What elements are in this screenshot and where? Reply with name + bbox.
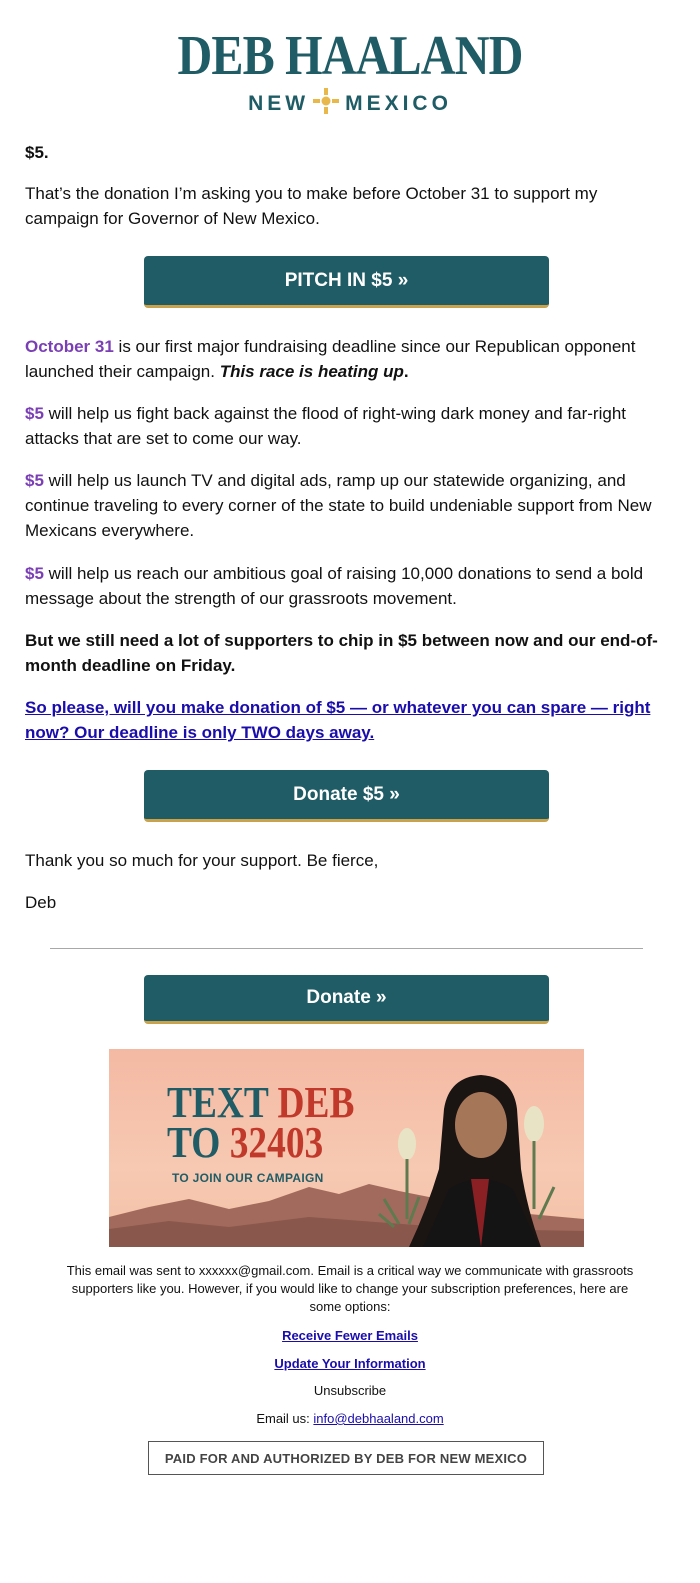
banner-text-word: TEXT xyxy=(167,1078,269,1127)
need-supporters-text: But we still need a lot of supporters to chip in $5 between now and our end-of-month deadline on Friday. xyxy=(25,631,658,675)
signoff-thanks xyxy=(25,848,665,873)
amount-highlight: $5 xyxy=(25,404,44,423)
amount-highlight: $5 xyxy=(25,471,44,490)
deadline-end: . xyxy=(403,362,409,381)
ads-text: will help us launch TV and digital ads, ramp up our statewide organizing, and continue traveling to every corner of the state to build undeniable support from New Mexicans everywhere. xyxy=(25,471,652,540)
banner-headline xyxy=(167,1078,355,1167)
logo-state-left: NEW xyxy=(248,92,310,115)
email-address-link[interactable]: info@debhaaland.com xyxy=(313,1411,444,1426)
intro-amount xyxy=(25,140,665,165)
thanks-text: Thank you so much for your support. Be fierce, xyxy=(25,851,379,870)
footer-email xyxy=(60,1410,640,1428)
zia-sun-icon xyxy=(313,88,339,120)
intro-text: That’s the donation I’m asking you to make before October 31 to support my campaign for Governor of New Mexico. xyxy=(25,184,598,228)
intro-paragraph xyxy=(25,181,665,231)
goal-text: will help us reach our ambitious goal of raising 10,000 donations to send a bold message about the strength of our grassroots movement. xyxy=(25,564,644,608)
deadline-highlight: October 31 xyxy=(25,337,114,356)
paragraph-ads xyxy=(25,468,665,543)
deadline-emphasis: This race is heating up xyxy=(219,362,404,381)
deadline-text: is our first major fundraising deadline since our Republican opponent launched their campaign. xyxy=(25,337,636,381)
paid-for-disclaimer: PAID FOR AND AUTHORIZED BY DEB FOR NEW MEXICO xyxy=(148,1441,544,1475)
receive-fewer-emails-link[interactable]: Receive Fewer Emails xyxy=(282,1328,418,1343)
text-deb-banner[interactable] xyxy=(109,1049,584,1247)
paragraph-fight-back xyxy=(25,401,665,451)
banner-subline: TO JOIN OUR CAMPAIGN xyxy=(172,1171,324,1185)
divider xyxy=(50,948,643,949)
footer-notice-text: This email was sent to xxxxxx@gmail.com. Email is a critical way we communicate with grassroots supporters like you. However, if you would like to change your subscription preferences, here are some options: xyxy=(66,1263,634,1314)
banner-to-word: TO xyxy=(167,1118,221,1167)
donate-text-link[interactable]: So please, will you make donation of $5 — or whatever you can spare — right now? Our deadline is only TWO days away. xyxy=(25,698,651,742)
banner-deb-word: DEB xyxy=(277,1078,355,1127)
pitch-in-button[interactable]: PITCH IN $5 » xyxy=(144,256,549,308)
signature-name: Deb xyxy=(25,893,57,912)
paragraph-donate-link xyxy=(25,695,665,745)
amount-highlight: $5 xyxy=(25,564,44,583)
campaign-logo xyxy=(0,25,700,120)
logo-state xyxy=(0,88,700,120)
logo-name: DEB HAALAND xyxy=(177,25,523,87)
donate-button[interactable]: Donate » xyxy=(144,975,549,1024)
footer-notice xyxy=(60,1262,640,1316)
signoff-name xyxy=(25,890,665,915)
footer-fewer-emails xyxy=(60,1327,640,1345)
logo-state-right: MEXICO xyxy=(345,92,452,115)
banner-shortcode: 32403 xyxy=(229,1118,324,1167)
update-information-link[interactable]: Update Your Information xyxy=(274,1356,426,1371)
donate-5-button[interactable]: Donate $5 » xyxy=(144,770,549,822)
intro-amount-text: $5. xyxy=(25,143,49,162)
paragraph-deadline xyxy=(25,334,665,384)
paragraph-need-supporters xyxy=(25,628,665,678)
footer-unsubscribe xyxy=(60,1382,640,1400)
email-label: Email us: xyxy=(256,1411,314,1426)
footer-update-info xyxy=(60,1355,640,1373)
unsubscribe-link[interactable]: Unsubscribe xyxy=(313,1383,387,1398)
fight-back-text: will help us fight back against the flood of right-wing dark money and far-right attacks that are set to come our way. xyxy=(25,404,627,448)
paragraph-goal xyxy=(25,561,665,611)
